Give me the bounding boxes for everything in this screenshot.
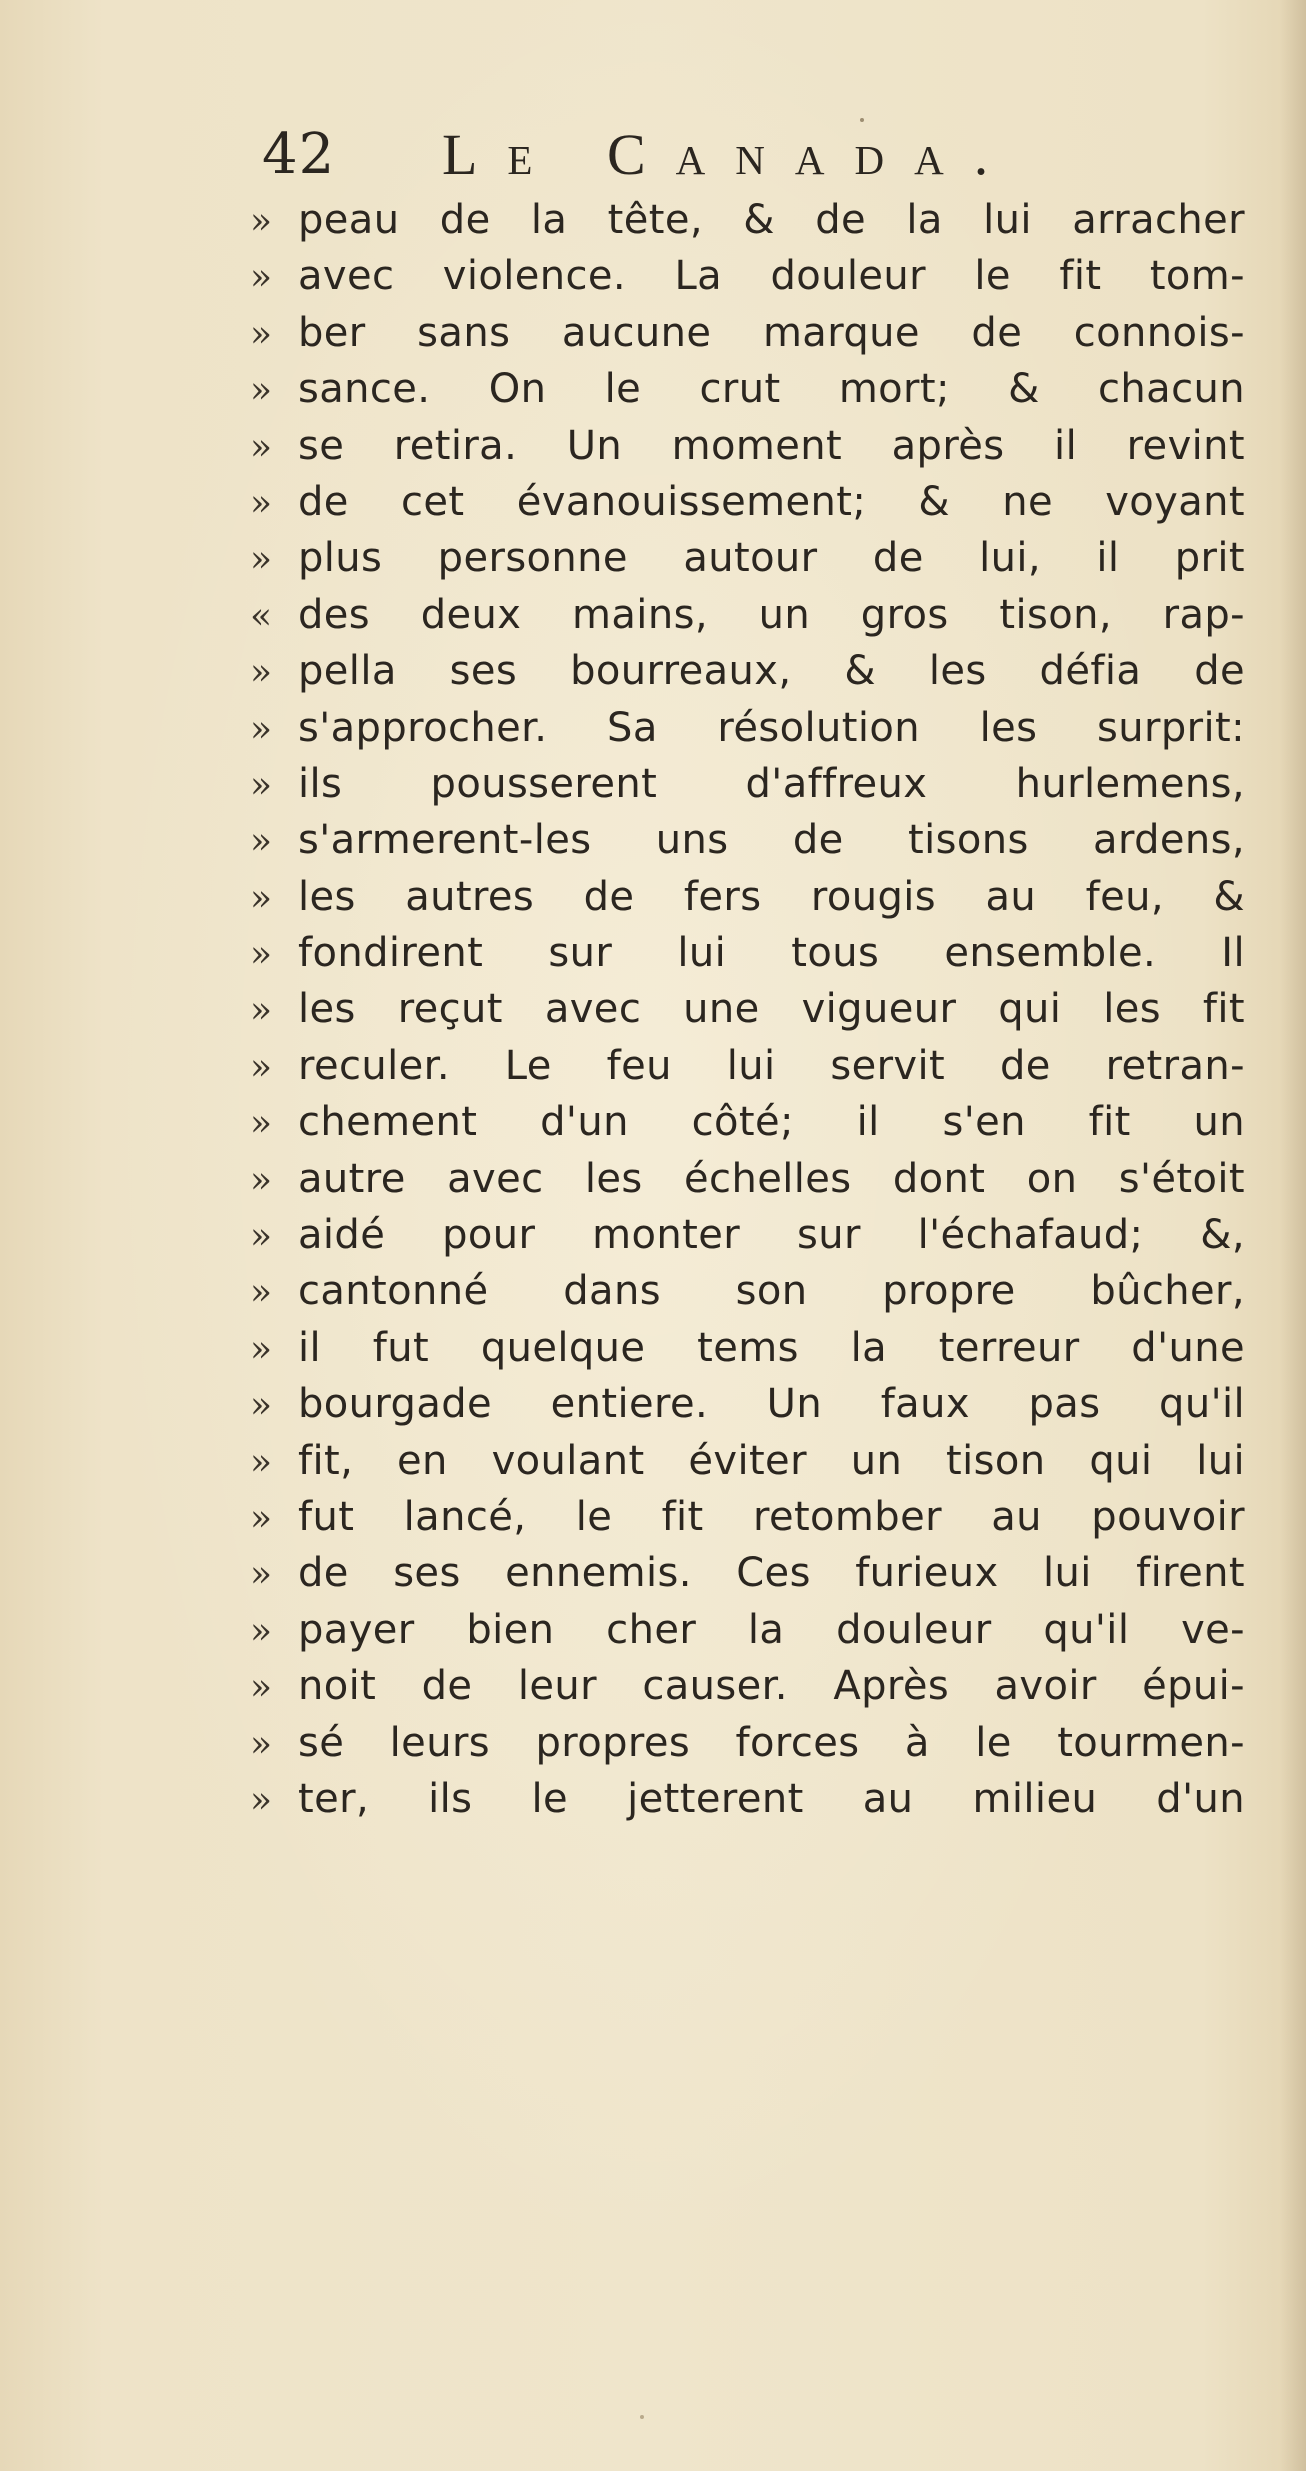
line-text: sé leurs propres forces à le tourmen- — [298, 1719, 1245, 1766]
quotation-mark: » — [250, 1103, 273, 1145]
page-number: 42 — [262, 122, 336, 187]
text-line — [250, 700, 1245, 756]
line-text: fondirent sur lui tous ensemble. Il — [298, 930, 1245, 977]
text-line — [250, 925, 1245, 981]
quotation-mark: » — [250, 1779, 273, 1821]
page-speck — [640, 2415, 644, 2419]
text-line — [250, 192, 1245, 248]
line-text: reculer. Le feu lui servit de retran- — [298, 1042, 1245, 1089]
quotation-mark: » — [250, 1554, 273, 1596]
line-text: cantonné dans son propre bûcher, — [298, 1268, 1245, 1315]
page-header — [262, 120, 1062, 190]
quotation-mark: » — [250, 1385, 273, 1427]
line-text: noit de leur causer. Après avoir épui- — [298, 1663, 1245, 1710]
line-text: peau de la tête, & de la lui arracher — [298, 197, 1245, 243]
line-text: les autres de fers rougis au feu, & — [298, 873, 1245, 920]
text-line — [250, 1715, 1245, 1771]
line-text: se retira. Un moment après il revint — [298, 422, 1245, 469]
text-line — [250, 305, 1245, 361]
quotation-mark: » — [250, 257, 273, 299]
text-line — [250, 1658, 1245, 1714]
quotation-mark: » — [250, 821, 273, 863]
text-line — [250, 1151, 1245, 1207]
quotation-mark: » — [250, 370, 273, 412]
quotation-mark: « — [250, 595, 273, 637]
text-line — [250, 418, 1245, 474]
quotation-mark: » — [250, 426, 273, 468]
text-line — [250, 1320, 1245, 1376]
text-line — [250, 756, 1245, 812]
text-line — [250, 248, 1245, 304]
text-line — [250, 474, 1245, 530]
line-text: sance. On le crut mort; & chacun — [298, 366, 1245, 413]
text-line — [250, 643, 1245, 699]
text-line — [250, 869, 1245, 925]
text-line — [250, 1094, 1245, 1150]
text-line — [250, 1038, 1245, 1094]
text-line — [250, 1771, 1245, 1827]
line-text: il fut quelque tems la terreur d'une — [298, 1324, 1245, 1371]
quotation-mark: » — [250, 1328, 273, 1370]
line-text: fut lancé, le fit retomber au pouvoir — [298, 1493, 1245, 1540]
line-text: bourgade entiere. Un faux pas qu'il — [298, 1381, 1245, 1428]
quotation-mark: » — [250, 482, 273, 524]
quotation-mark: » — [250, 934, 273, 976]
quotation-mark: » — [250, 1159, 273, 1201]
line-text: ter, ils le jetterent au milieu d'un — [298, 1775, 1245, 1822]
quotation-mark: » — [250, 652, 273, 694]
line-text: avec violence. La douleur le fit tom- — [298, 253, 1245, 300]
text-line — [250, 1545, 1245, 1601]
text-line — [250, 361, 1245, 417]
text-line — [250, 981, 1245, 1037]
line-text: s'armerent-les uns de tisons ardens, — [298, 817, 1245, 864]
line-text: ils pousserent d'affreux hurlemens, — [298, 760, 1245, 807]
body-text — [250, 192, 1245, 1827]
line-text: autre avec les échelles dont on s'étoit — [298, 1155, 1245, 1202]
quotation-mark: » — [250, 877, 273, 919]
gutter-shadow — [1280, 0, 1306, 2471]
line-text: s'approcher. Sa résolution les surprit: — [298, 704, 1245, 751]
quotation-mark: » — [250, 708, 273, 750]
line-text: les reçut avec une vigueur qui les fit — [298, 986, 1245, 1033]
line-text: plus personne autour de lui, il prit — [298, 535, 1245, 582]
text-line — [250, 1489, 1245, 1545]
text-line — [250, 812, 1245, 868]
text-line — [250, 1263, 1245, 1319]
line-text: pella ses bourreaux, & les défia de — [298, 648, 1245, 695]
line-text: aidé pour monter sur l'échafaud; &, — [298, 1212, 1245, 1259]
text-line — [250, 1433, 1245, 1489]
quotation-mark: » — [250, 1610, 273, 1652]
quotation-mark: » — [250, 990, 273, 1032]
quotation-mark: » — [250, 1216, 273, 1258]
quotation-mark: » — [250, 313, 273, 355]
line-text: fit, en voulant éviter un tison qui lui — [298, 1437, 1245, 1484]
line-text: des deux mains, un gros tison, rap- — [298, 591, 1245, 638]
text-line — [250, 1602, 1245, 1658]
quotation-mark: » — [250, 764, 273, 806]
line-text: ber sans aucune marque de connois- — [298, 309, 1245, 356]
text-line — [250, 587, 1245, 643]
text-line — [250, 1376, 1245, 1432]
line-text: chement d'un côté; il s'en fit un — [298, 1099, 1245, 1146]
line-text: de cet évanouissement; & ne voyant — [298, 478, 1245, 525]
quotation-mark: » — [250, 1497, 273, 1539]
text-line — [250, 530, 1245, 586]
text-line — [250, 1207, 1245, 1263]
quotation-mark: » — [250, 201, 273, 242]
quotation-mark: » — [250, 1723, 273, 1765]
quotation-mark: » — [250, 1272, 273, 1314]
quotation-mark: » — [250, 1441, 273, 1483]
running-head: Le Canada. — [442, 122, 1019, 187]
quotation-mark: » — [250, 1667, 273, 1709]
quotation-mark: » — [250, 539, 273, 581]
line-text: payer bien cher la douleur qu'il ve- — [298, 1606, 1245, 1653]
line-text: de ses ennemis. Ces furieux lui firent — [298, 1550, 1245, 1597]
quotation-mark: » — [250, 1046, 273, 1088]
